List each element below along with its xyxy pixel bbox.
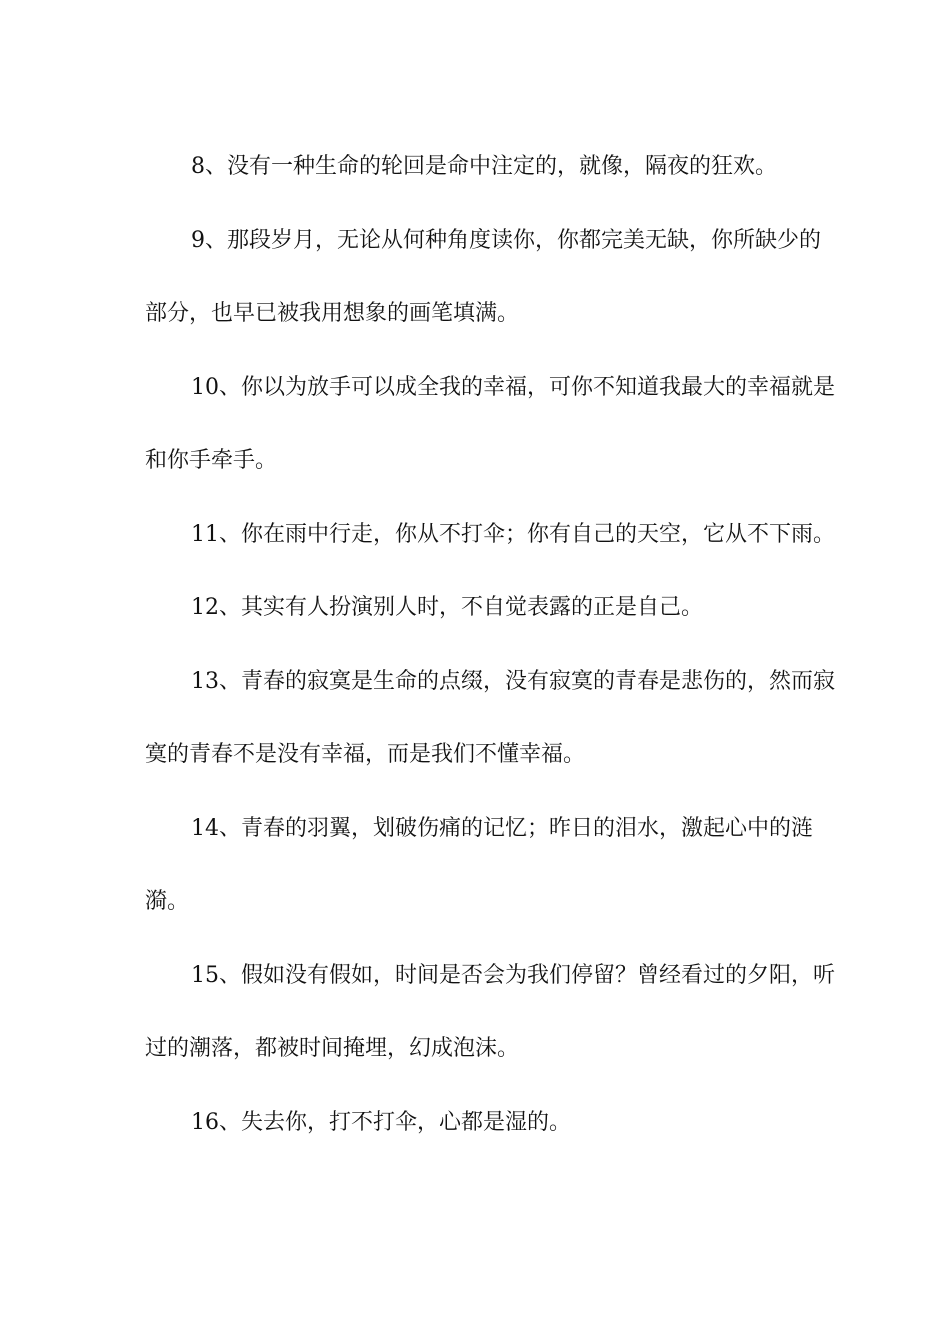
paragraph-9: 9、那段岁月，无论从何种角度读你，你都完美无缺，你所缺少的部分，也早已被我用想象的画笔填满。: [145, 227, 821, 326]
paragraph-13: 13、青春的寂寞是生命的点缀，没有寂寞的青春是悲伤的，然而寂寞的青春不是没有幸福，而是我们不懂幸福。: [145, 668, 835, 767]
paragraph-11: 11、你在雨中行走，你从不打伞；你有自己的天空，它从不下雨。: [191, 521, 835, 547]
paragraph-8: 8、没有一种生命的轮回是命中注定的，就像，隔夜的狂欢。: [191, 154, 777, 179]
document-body: [145, 130, 835, 1159]
paragraph-14: 14、青春的羽翼，划破伤痛的记忆；昨日的泪水，激起心中的涟漪。: [145, 815, 813, 914]
paragraph-15: 15、假如没有假如，时间是否会为我们停留？曾经看过的夕阳，听过的潮落，都被时间掩埋，幻成泡沫。: [145, 962, 835, 1061]
paragraph-12: 12、其实有人扮演别人时，不自觉表露的正是自己。: [191, 595, 703, 620]
paragraph-10: 10、你以为放手可以成全我的幸福，可你不知道我最大的幸福就是和你手牵手。: [145, 374, 835, 473]
paragraph-16: 16、失去你，打不打伞，心都是湿的。: [191, 1109, 571, 1135]
